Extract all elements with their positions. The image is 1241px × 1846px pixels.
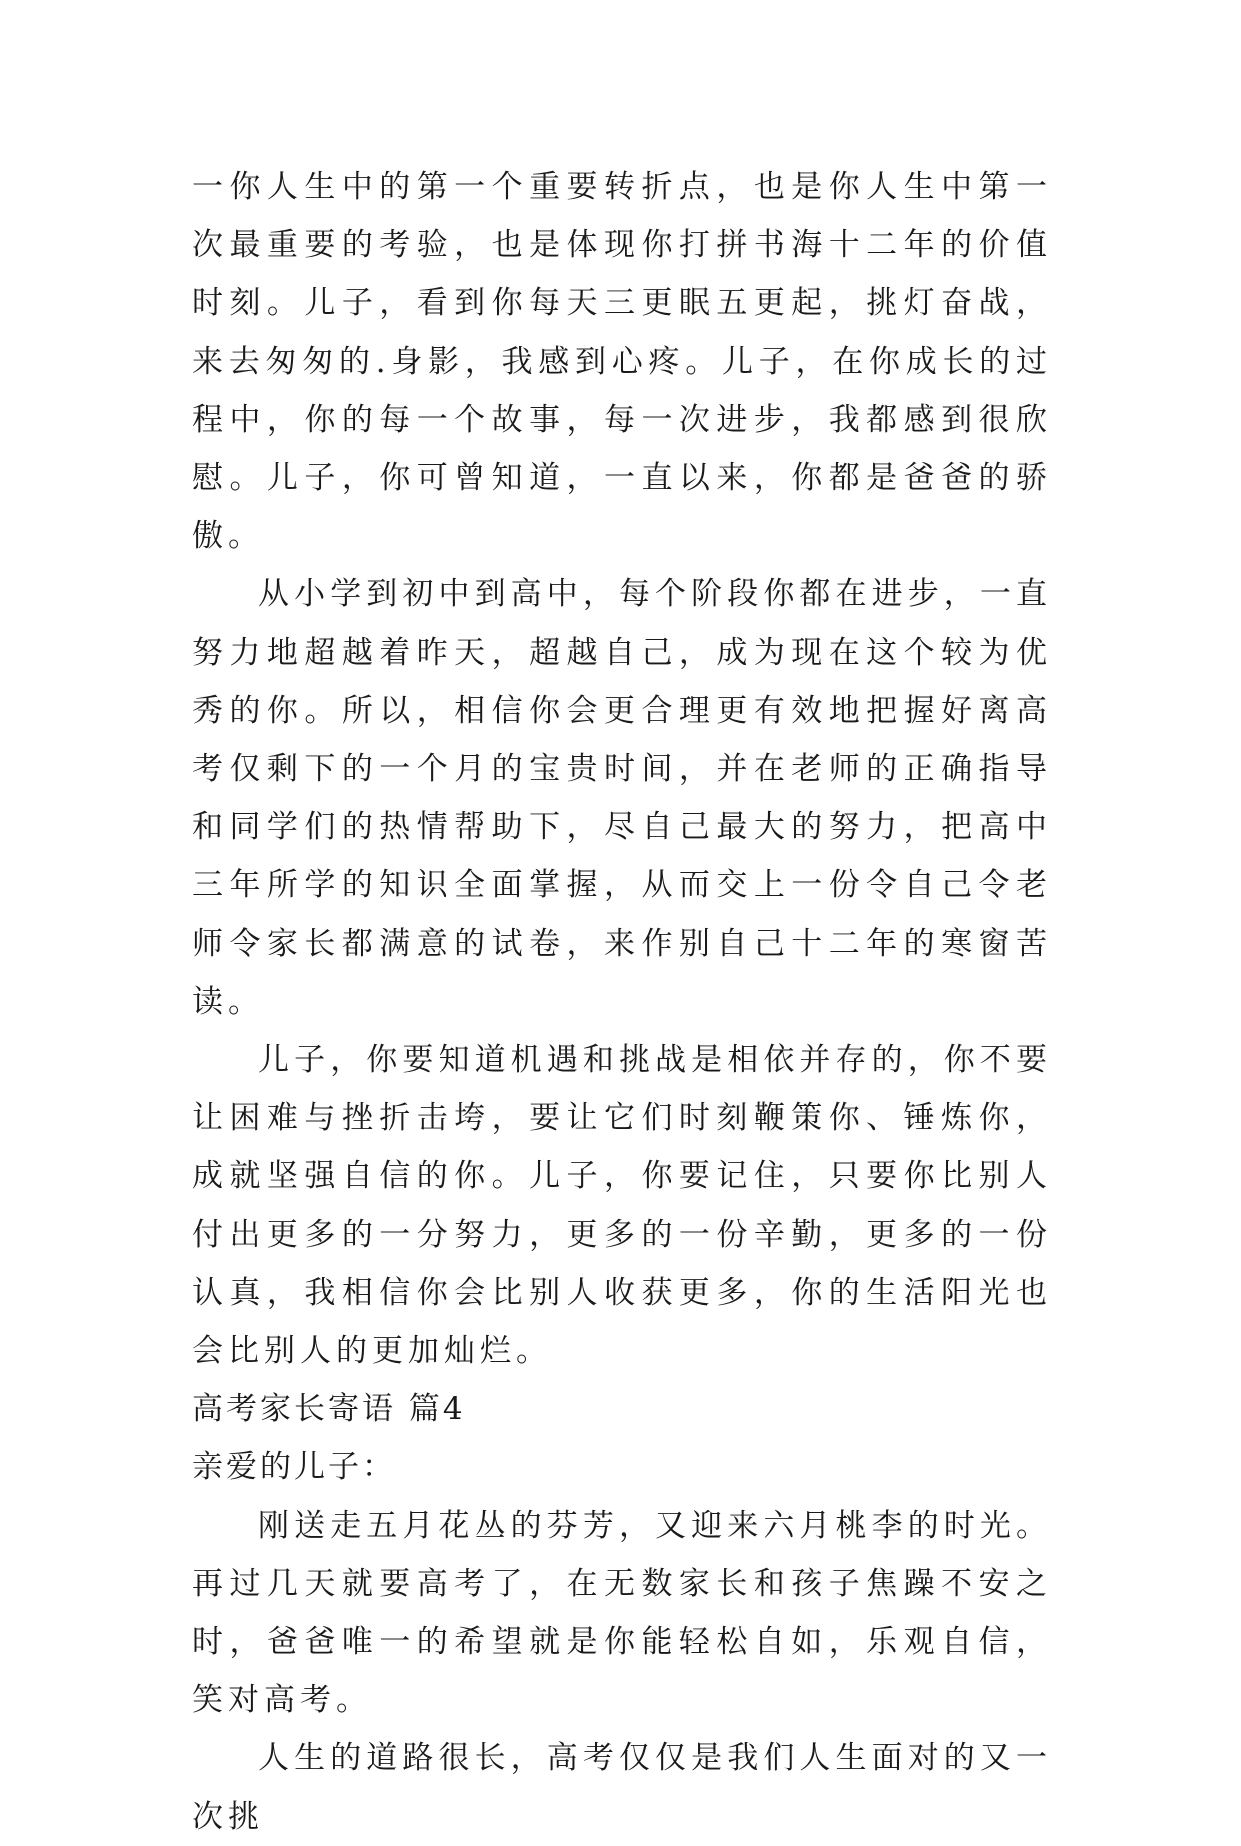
paragraph: 从小学到初中到高中，每个阶段你都在进步，一直努力地超越着昨天，超越自己，成为现在这个较为优秀的你。所以，相信你会更合理更有效地把握好离高考仅剩下的一个月的宝贵时间，并在老师的正确指导和同学们的热情帮助下，尽自己最大的努力，把高中三年所学的知识全面掌握，从而交上一份令自己令老师令家长都满意的试卷，来作别自己十二年的寒窗苦读。 bbox=[192, 576, 1052, 1020]
section-heading: 高考家长寄语 篇4 bbox=[192, 1391, 466, 1428]
paragraph-continuation: 一你人生中的第一个重要转折点，也是你人生中第一次最重要的考验，也是体现你打拼书海十二年的价值时刻。儿子，看到你每天三更眠五更起，挑灯奋战，来去匆匆的.身影，我感到心疼。儿子，在你成长的过程中，你的每一个故事，每一次进步，我都感到很欣慰。儿子，你可曾知道，一直以来，你都是爸爸的骄傲。 bbox=[192, 169, 1052, 555]
paragraph: 儿子，你要知道机遇和挑战是相依并存的，你不要让困难与挫折击垮，要让它们时刻鞭策你、锤炼你，成就坚强自信的你。儿子，你要记住，只要你比别人付出更多的一分努力，更多的一份辛勤，更多的一份认真，我相信你会比别人收获更多，你的生活阳光也会比别人的更加灿烂。 bbox=[192, 1042, 1052, 1370]
salutation: 亲爱的儿子： bbox=[192, 1449, 396, 1486]
paragraph: 人生的道路很长，高考仅仅是我们人生面对的又一次挑 bbox=[192, 1740, 1052, 1835]
paragraph: 刚送走五月花丛的芬芳，又迎来六月桃李的时光。再过几天就要高考了，在无数家长和孩子焦躁不安之时，爸爸唯一的希望就是你能轻松自如，乐观自信，笑对高考。 bbox=[192, 1507, 1052, 1719]
document-body bbox=[192, 158, 1052, 1846]
